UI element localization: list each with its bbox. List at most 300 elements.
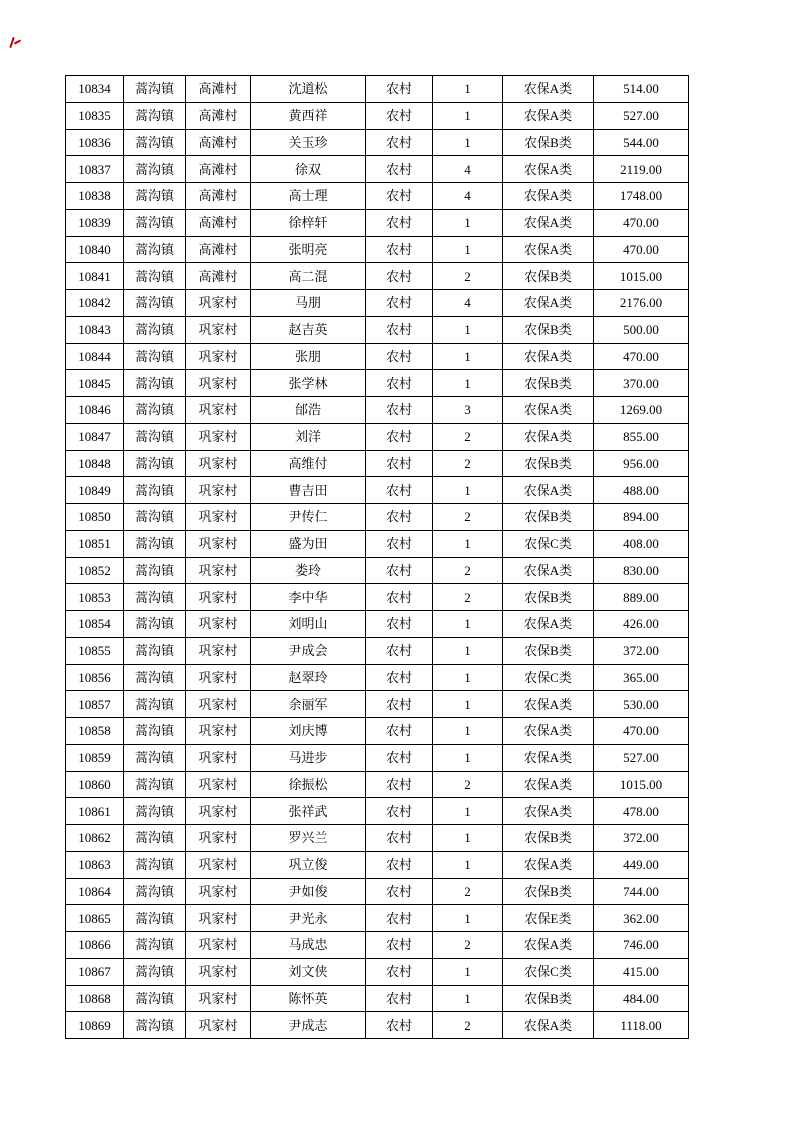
table-row [66, 263, 689, 290]
cell-village: 巩家村 [186, 1012, 251, 1039]
cell-count: 2 [433, 504, 503, 531]
cell-category: 农保A类 [503, 691, 594, 718]
cell-id: 10844 [66, 343, 124, 370]
cell-village: 巩家村 [186, 691, 251, 718]
cell-category: 农保B类 [503, 584, 594, 611]
cell-town: 蒿沟镇 [124, 851, 186, 878]
cell-category: 农保A类 [503, 183, 594, 210]
table-row [66, 343, 689, 370]
table-row [66, 878, 689, 905]
cell-town: 蒿沟镇 [124, 236, 186, 263]
cell-town: 蒿沟镇 [124, 477, 186, 504]
cell-amount: 956.00 [594, 450, 689, 477]
cell-name: 刘文侠 [251, 958, 366, 985]
cell-id: 10836 [66, 129, 124, 156]
cell-village: 巩家村 [186, 611, 251, 638]
cell-residence: 农村 [366, 102, 433, 129]
cell-town: 蒿沟镇 [124, 450, 186, 477]
cell-name: 赵翠玲 [251, 664, 366, 691]
cell-name: 李中华 [251, 584, 366, 611]
cell-id: 10845 [66, 370, 124, 397]
cell-residence: 农村 [366, 1012, 433, 1039]
cell-residence: 农村 [366, 183, 433, 210]
cell-name: 高维付 [251, 450, 366, 477]
cell-residence: 农村 [366, 932, 433, 959]
cell-residence: 农村 [366, 691, 433, 718]
cell-name: 张祥武 [251, 798, 366, 825]
cell-village: 巩家村 [186, 423, 251, 450]
cell-residence: 农村 [366, 290, 433, 317]
cell-category: 农保A类 [503, 771, 594, 798]
cell-count: 1 [433, 343, 503, 370]
cell-category: 农保A类 [503, 744, 594, 771]
cell-category: 农保B类 [503, 825, 594, 852]
cell-residence: 农村 [366, 343, 433, 370]
table-row [66, 450, 689, 477]
cell-count: 2 [433, 263, 503, 290]
cell-category: 农保A类 [503, 611, 594, 638]
cell-residence: 农村 [366, 664, 433, 691]
cell-id: 10838 [66, 183, 124, 210]
table-row [66, 209, 689, 236]
cell-id: 10857 [66, 691, 124, 718]
cell-category: 农保A类 [503, 209, 594, 236]
cell-town: 蒿沟镇 [124, 691, 186, 718]
cell-amount: 370.00 [594, 370, 689, 397]
cell-amount: 470.00 [594, 236, 689, 263]
cell-amount: 365.00 [594, 664, 689, 691]
cell-town: 蒿沟镇 [124, 744, 186, 771]
cell-residence: 农村 [366, 504, 433, 531]
cell-amount: 478.00 [594, 798, 689, 825]
cell-town: 蒿沟镇 [124, 102, 186, 129]
cell-amount: 426.00 [594, 611, 689, 638]
red-stamp-mark [8, 36, 22, 49]
cell-village: 巩家村 [186, 878, 251, 905]
cell-category: 农保C类 [503, 958, 594, 985]
cell-name: 张朋 [251, 343, 366, 370]
table-row [66, 102, 689, 129]
cell-name: 沈道松 [251, 76, 366, 103]
cell-id: 10862 [66, 825, 124, 852]
cell-count: 1 [433, 477, 503, 504]
cell-name: 盛为田 [251, 530, 366, 557]
cell-category: 农保A类 [503, 397, 594, 424]
cell-town: 蒿沟镇 [124, 290, 186, 317]
table-row [66, 664, 689, 691]
cell-amount: 408.00 [594, 530, 689, 557]
cell-id: 10858 [66, 718, 124, 745]
cell-name: 徐梓轩 [251, 209, 366, 236]
cell-category: 农保B类 [503, 504, 594, 531]
cell-residence: 农村 [366, 985, 433, 1012]
cell-amount: 470.00 [594, 343, 689, 370]
cell-amount: 544.00 [594, 129, 689, 156]
cell-name: 马朋 [251, 290, 366, 317]
cell-town: 蒿沟镇 [124, 156, 186, 183]
cell-category: 农保B类 [503, 637, 594, 664]
table-row [66, 504, 689, 531]
cell-name: 尹传仁 [251, 504, 366, 531]
table-row [66, 771, 689, 798]
cell-id: 10868 [66, 985, 124, 1012]
table-row [66, 825, 689, 852]
cell-name: 余丽军 [251, 691, 366, 718]
cell-town: 蒿沟镇 [124, 664, 186, 691]
cell-category: 农保A类 [503, 557, 594, 584]
cell-amount: 889.00 [594, 584, 689, 611]
cell-village: 巩家村 [186, 316, 251, 343]
cell-residence: 农村 [366, 584, 433, 611]
cell-village: 高滩村 [186, 156, 251, 183]
cell-name: 邰浩 [251, 397, 366, 424]
cell-residence: 农村 [366, 958, 433, 985]
cell-village: 高滩村 [186, 183, 251, 210]
cell-amount: 1015.00 [594, 263, 689, 290]
table-row [66, 718, 689, 745]
red-stamp-stroke [14, 39, 21, 44]
cell-category: 农保A类 [503, 343, 594, 370]
cell-count: 1 [433, 798, 503, 825]
cell-id: 10850 [66, 504, 124, 531]
cell-category: 农保A类 [503, 102, 594, 129]
cell-name: 尹成会 [251, 637, 366, 664]
cell-village: 巩家村 [186, 718, 251, 745]
cell-category: 农保B类 [503, 316, 594, 343]
cell-id: 10842 [66, 290, 124, 317]
cell-name: 陈怀英 [251, 985, 366, 1012]
cell-category: 农保A类 [503, 477, 594, 504]
cell-id: 10835 [66, 102, 124, 129]
cell-residence: 农村 [366, 611, 433, 638]
cell-id: 10839 [66, 209, 124, 236]
cell-town: 蒿沟镇 [124, 129, 186, 156]
cell-count: 4 [433, 290, 503, 317]
cell-town: 蒿沟镇 [124, 343, 186, 370]
cell-town: 蒿沟镇 [124, 905, 186, 932]
cell-count: 1 [433, 985, 503, 1012]
cell-amount: 1118.00 [594, 1012, 689, 1039]
cell-amount: 530.00 [594, 691, 689, 718]
cell-village: 巩家村 [186, 290, 251, 317]
cell-count: 1 [433, 611, 503, 638]
cell-category: 农保A类 [503, 1012, 594, 1039]
cell-residence: 农村 [366, 878, 433, 905]
cell-town: 蒿沟镇 [124, 932, 186, 959]
cell-amount: 527.00 [594, 102, 689, 129]
cell-residence: 农村 [366, 397, 433, 424]
cell-village: 巩家村 [186, 450, 251, 477]
cell-name: 尹如俊 [251, 878, 366, 905]
table-row [66, 129, 689, 156]
cell-village: 巩家村 [186, 370, 251, 397]
cell-residence: 农村 [366, 209, 433, 236]
cell-count: 2 [433, 450, 503, 477]
cell-name: 罗兴兰 [251, 825, 366, 852]
table-row [66, 851, 689, 878]
table-row [66, 798, 689, 825]
cell-id: 10865 [66, 905, 124, 932]
cell-name: 娄玲 [251, 557, 366, 584]
cell-count: 1 [433, 236, 503, 263]
cell-count: 1 [433, 76, 503, 103]
cell-town: 蒿沟镇 [124, 183, 186, 210]
cell-residence: 农村 [366, 370, 433, 397]
cell-name: 黄西祥 [251, 102, 366, 129]
cell-village: 高滩村 [186, 236, 251, 263]
cell-town: 蒿沟镇 [124, 557, 186, 584]
cell-town: 蒿沟镇 [124, 370, 186, 397]
cell-id: 10851 [66, 530, 124, 557]
table-row [66, 958, 689, 985]
cell-village: 巩家村 [186, 985, 251, 1012]
cell-amount: 1015.00 [594, 771, 689, 798]
cell-residence: 农村 [366, 236, 433, 263]
table-row [66, 611, 689, 638]
cell-name: 曹吉田 [251, 477, 366, 504]
cell-name: 刘洋 [251, 423, 366, 450]
cell-name: 马成忠 [251, 932, 366, 959]
cell-count: 1 [433, 851, 503, 878]
table-row [66, 397, 689, 424]
cell-id: 10856 [66, 664, 124, 691]
cell-count: 3 [433, 397, 503, 424]
cell-name: 徐振松 [251, 771, 366, 798]
cell-id: 10841 [66, 263, 124, 290]
cell-category: 农保B类 [503, 450, 594, 477]
cell-count: 2 [433, 584, 503, 611]
cell-residence: 农村 [366, 825, 433, 852]
cell-amount: 744.00 [594, 878, 689, 905]
cell-count: 1 [433, 958, 503, 985]
cell-name: 张学林 [251, 370, 366, 397]
cell-category: 农保E类 [503, 905, 594, 932]
cell-amount: 484.00 [594, 985, 689, 1012]
cell-town: 蒿沟镇 [124, 878, 186, 905]
cell-id: 10843 [66, 316, 124, 343]
cell-amount: 470.00 [594, 718, 689, 745]
cell-id: 10867 [66, 958, 124, 985]
table-row [66, 183, 689, 210]
cell-town: 蒿沟镇 [124, 397, 186, 424]
cell-town: 蒿沟镇 [124, 637, 186, 664]
cell-town: 蒿沟镇 [124, 771, 186, 798]
cell-village: 高滩村 [186, 209, 251, 236]
cell-residence: 农村 [366, 530, 433, 557]
cell-residence: 农村 [366, 744, 433, 771]
cell-id: 10869 [66, 1012, 124, 1039]
cell-count: 2 [433, 557, 503, 584]
cell-village: 巩家村 [186, 504, 251, 531]
cell-count: 4 [433, 183, 503, 210]
cell-id: 10849 [66, 477, 124, 504]
cell-count: 1 [433, 825, 503, 852]
cell-count: 1 [433, 370, 503, 397]
cell-amount: 2176.00 [594, 290, 689, 317]
cell-count: 1 [433, 316, 503, 343]
table-row [66, 316, 689, 343]
cell-id: 10847 [66, 423, 124, 450]
cell-village: 巩家村 [186, 771, 251, 798]
cell-town: 蒿沟镇 [124, 504, 186, 531]
table-row [66, 637, 689, 664]
table-row [66, 985, 689, 1012]
table-row [66, 932, 689, 959]
cell-id: 10848 [66, 450, 124, 477]
cell-id: 10837 [66, 156, 124, 183]
cell-count: 2 [433, 1012, 503, 1039]
cell-amount: 449.00 [594, 851, 689, 878]
cell-name: 赵吉英 [251, 316, 366, 343]
cell-name: 高士理 [251, 183, 366, 210]
cell-amount: 855.00 [594, 423, 689, 450]
cell-town: 蒿沟镇 [124, 798, 186, 825]
cell-name: 刘庆博 [251, 718, 366, 745]
cell-town: 蒿沟镇 [124, 263, 186, 290]
cell-amount: 415.00 [594, 958, 689, 985]
cell-residence: 农村 [366, 263, 433, 290]
cell-amount: 2119.00 [594, 156, 689, 183]
cell-village: 巩家村 [186, 798, 251, 825]
cell-residence: 农村 [366, 450, 433, 477]
cell-id: 10860 [66, 771, 124, 798]
table-row [66, 530, 689, 557]
cell-id: 10840 [66, 236, 124, 263]
cell-id: 10852 [66, 557, 124, 584]
cell-amount: 488.00 [594, 477, 689, 504]
cell-count: 2 [433, 878, 503, 905]
cell-village: 巩家村 [186, 584, 251, 611]
cell-town: 蒿沟镇 [124, 611, 186, 638]
cell-amount: 514.00 [594, 76, 689, 103]
cell-residence: 农村 [366, 771, 433, 798]
table-row [66, 905, 689, 932]
table-row [66, 76, 689, 103]
cell-name: 高二混 [251, 263, 366, 290]
table-row [66, 236, 689, 263]
cell-count: 4 [433, 156, 503, 183]
cell-village: 高滩村 [186, 129, 251, 156]
cell-village: 巩家村 [186, 530, 251, 557]
cell-count: 1 [433, 129, 503, 156]
cell-town: 蒿沟镇 [124, 76, 186, 103]
cell-amount: 362.00 [594, 905, 689, 932]
cell-count: 1 [433, 905, 503, 932]
table-row [66, 584, 689, 611]
cell-residence: 农村 [366, 905, 433, 932]
cell-village: 巩家村 [186, 477, 251, 504]
cell-name: 马进步 [251, 744, 366, 771]
cell-village: 高滩村 [186, 76, 251, 103]
cell-count: 1 [433, 209, 503, 236]
cell-village: 巩家村 [186, 744, 251, 771]
cell-id: 10859 [66, 744, 124, 771]
cell-residence: 农村 [366, 718, 433, 745]
cell-amount: 470.00 [594, 209, 689, 236]
cell-village: 巩家村 [186, 637, 251, 664]
cell-amount: 746.00 [594, 932, 689, 959]
table-row [66, 156, 689, 183]
cell-residence: 农村 [366, 557, 433, 584]
cell-category: 农保C类 [503, 664, 594, 691]
cell-village: 巩家村 [186, 397, 251, 424]
cell-id: 10846 [66, 397, 124, 424]
cell-town: 蒿沟镇 [124, 530, 186, 557]
cell-category: 农保A类 [503, 290, 594, 317]
cell-amount: 372.00 [594, 637, 689, 664]
cell-count: 1 [433, 691, 503, 718]
cell-amount: 894.00 [594, 504, 689, 531]
cell-town: 蒿沟镇 [124, 423, 186, 450]
cell-amount: 500.00 [594, 316, 689, 343]
cell-amount: 830.00 [594, 557, 689, 584]
cell-id: 10861 [66, 798, 124, 825]
cell-name: 尹成志 [251, 1012, 366, 1039]
cell-village: 巩家村 [186, 932, 251, 959]
cell-residence: 农村 [366, 851, 433, 878]
cell-town: 蒿沟镇 [124, 985, 186, 1012]
cell-name: 尹光永 [251, 905, 366, 932]
table-row [66, 423, 689, 450]
table-row [66, 744, 689, 771]
cell-town: 蒿沟镇 [124, 718, 186, 745]
cell-residence: 农村 [366, 637, 433, 664]
cell-village: 高滩村 [186, 102, 251, 129]
cell-residence: 农村 [366, 798, 433, 825]
cell-amount: 1269.00 [594, 397, 689, 424]
cell-count: 1 [433, 664, 503, 691]
table-row [66, 557, 689, 584]
table-row [66, 1012, 689, 1039]
cell-amount: 527.00 [594, 744, 689, 771]
cell-count: 2 [433, 932, 503, 959]
cell-residence: 农村 [366, 156, 433, 183]
cell-id: 10834 [66, 76, 124, 103]
cell-residence: 农村 [366, 316, 433, 343]
cell-count: 2 [433, 423, 503, 450]
cell-count: 1 [433, 744, 503, 771]
cell-category: 农保A类 [503, 236, 594, 263]
table-row [66, 691, 689, 718]
cell-town: 蒿沟镇 [124, 584, 186, 611]
cell-id: 10863 [66, 851, 124, 878]
table-row [66, 370, 689, 397]
cell-category: 农保A类 [503, 76, 594, 103]
cell-count: 1 [433, 718, 503, 745]
cell-category: 农保A类 [503, 156, 594, 183]
cell-category: 农保A类 [503, 932, 594, 959]
cell-name: 关玉珍 [251, 129, 366, 156]
cell-id: 10854 [66, 611, 124, 638]
cell-category: 农保A类 [503, 851, 594, 878]
cell-category: 农保A类 [503, 798, 594, 825]
cell-residence: 农村 [366, 76, 433, 103]
cell-category: 农保B类 [503, 370, 594, 397]
table-row [66, 290, 689, 317]
cell-category: 农保C类 [503, 530, 594, 557]
cell-category: 农保B类 [503, 878, 594, 905]
cell-village: 巩家村 [186, 825, 251, 852]
cell-residence: 农村 [366, 423, 433, 450]
cell-id: 10855 [66, 637, 124, 664]
cell-amount: 372.00 [594, 825, 689, 852]
cell-name: 张明亮 [251, 236, 366, 263]
cell-category: 农保A类 [503, 718, 594, 745]
cell-village: 巩家村 [186, 557, 251, 584]
cell-village: 巩家村 [186, 343, 251, 370]
cell-id: 10866 [66, 932, 124, 959]
cell-id: 10853 [66, 584, 124, 611]
